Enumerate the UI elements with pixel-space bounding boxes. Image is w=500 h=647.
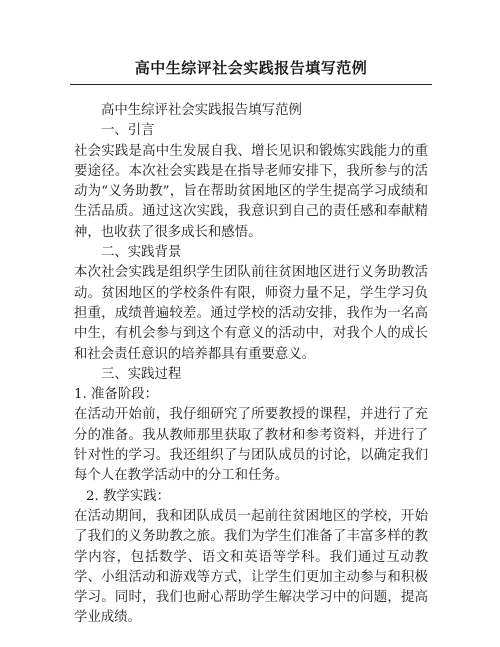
paragraph-background: 本次社会实践是组织学生团队前往贫困地区进行义务助教活动。贫困地区的学校条件有限，师资力量不足，学生学习负担重，成绩普遍较差。通过学校的活动安排，我作为一名高中生，有机会参与到这个有意义的活动中，对我个人的成长和社会责任意识的培养都具有重要意义。	[74, 265, 428, 362]
document-title: 高中生综评社会实践报告填写范例	[134, 59, 368, 77]
subheading-preparation: 1. 准备阶段：	[74, 387, 158, 403]
section-heading-process: 三、实践过程	[101, 366, 182, 382]
subheading-teaching-practice: 2. 教学实践：	[86, 488, 170, 504]
subtitle-line: 高中生综评社会实践报告填写范例	[101, 103, 302, 118]
title-divider	[70, 84, 432, 85]
paragraph-introduction: 社会实践是高中生发展自我、增长见识和锻炼实践能力的重要途径。本次社会实践是在指导老师安排下，我所参与的活动为“义务助教”，旨在帮助贫困地区的学生提高学习成绩和生活品质。通过这次实践，我意识到自己的责任感和奉献精神，也收获了很多成长和感悟。	[74, 143, 428, 240]
paragraph-teaching-practice: 在活动期间，我和团队成员一起前往贫困地区的学校，开始了我们的义务助教之旅。我们为学生们准备了丰富多样的教学内容，包括数学、语文和英语等学科。我们通过互动教学、小组活动和游戏等方式，让学生们更加主动参与和积极学习。同时，我们也耐心帮助学生解决学习中的问题，提高学业成绩。	[74, 508, 428, 626]
paragraph-preparation: 在活动开始前，我仔细研究了所要教授的课程，并进行了充分的准备。我从教师那里获取了教材和参考资料，并进行了针对性的学习。我还组织了与团队成员的讨论，以确定我们每个人在教学活动中的分工和任务。	[74, 407, 428, 484]
section-heading-background: 二、实践背景	[101, 245, 182, 261]
section-heading-introduction: 一、引言	[101, 123, 155, 139]
document-body	[74, 101, 428, 629]
